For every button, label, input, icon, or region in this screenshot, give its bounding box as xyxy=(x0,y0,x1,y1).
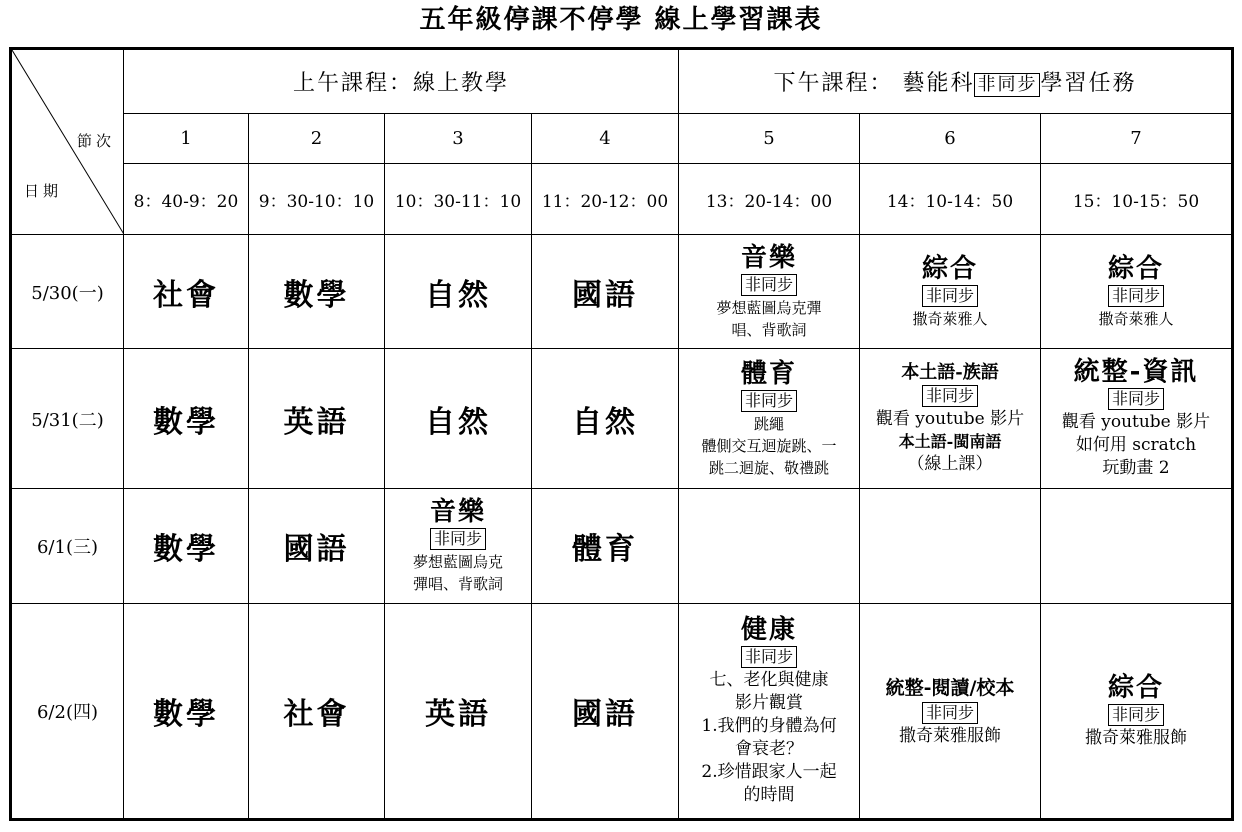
task-cell xyxy=(1041,235,1233,349)
task-note: 2.珍惜跟家人一起 xyxy=(701,762,837,782)
period-time: 14：10-14：50 xyxy=(860,164,1041,235)
subject-cell: 社會 xyxy=(249,604,385,820)
task-note: 撒奇萊雅人 xyxy=(912,309,988,328)
subject-cell: 自然 xyxy=(532,349,679,489)
task-subject: 綜合 xyxy=(921,253,978,284)
subject-cell: 英語 xyxy=(385,604,532,820)
empty-cell xyxy=(1041,489,1233,604)
async-tag: 非同步 xyxy=(741,274,797,296)
period-number: 3 xyxy=(385,114,532,164)
period-time: 11：20-12：00 xyxy=(532,164,679,235)
morning-header: 上午課程：線上教學 xyxy=(124,49,679,114)
subject-cell: 數學 xyxy=(249,235,385,349)
period-time: 13：20-14：00 xyxy=(679,164,860,235)
date-cell: 5/30(一) xyxy=(11,235,124,349)
schedule-table xyxy=(9,47,1234,821)
task-note: 的時間 xyxy=(743,785,795,805)
period-number: 6 xyxy=(860,114,1041,164)
task-cell xyxy=(679,235,860,349)
async-tag: 非同步 xyxy=(1108,285,1164,307)
subject-cell: 英語 xyxy=(249,349,385,489)
period-label: 節次 xyxy=(76,132,115,150)
period-number: 7 xyxy=(1041,114,1233,164)
task-note: 撒奇萊雅人 xyxy=(1098,309,1174,328)
subject-cell: 數學 xyxy=(124,349,249,489)
async-tag: 非同步 xyxy=(922,385,978,407)
task-note: 撒奇萊雅服飾 xyxy=(899,725,1001,746)
task-subject: 綜合 xyxy=(1107,253,1164,284)
subject-cell: 自然 xyxy=(385,235,532,349)
page-title: 五年級停課不停學 線上學習課表 xyxy=(419,5,823,35)
afternoon-suffix: 學習任務 xyxy=(1040,71,1137,96)
task-note: 如何用 scratch xyxy=(1075,435,1197,455)
task-subject: 統整-資訊 xyxy=(1073,357,1199,387)
period-number: 4 xyxy=(532,114,679,164)
task-note: 1.我們的身體為何 xyxy=(701,716,837,736)
subject-cell: 數學 xyxy=(124,489,249,604)
task-cell xyxy=(1041,604,1233,820)
task-cell xyxy=(679,604,860,820)
subject-cell: 社會 xyxy=(124,235,249,349)
empty-cell xyxy=(860,489,1041,604)
task-cell xyxy=(860,235,1041,349)
subject-cell: 國語 xyxy=(532,604,679,820)
task-cell xyxy=(679,349,860,489)
task-note: 跳二迴旋、敬禮跳 xyxy=(708,458,829,477)
task-note: 撒奇萊雅服飾 xyxy=(1085,727,1187,748)
period-number: 5 xyxy=(679,114,860,164)
task-note: 七、老化與健康 xyxy=(709,670,829,690)
task-subject: 本土語-族語 xyxy=(901,361,999,383)
task-cell xyxy=(385,489,532,604)
task-note: （線上課） xyxy=(907,453,993,474)
async-tag: 非同步 xyxy=(430,528,486,550)
task-note: 玩動畫 2 xyxy=(1102,458,1170,478)
afternoon-async-box: 非同步 xyxy=(974,73,1040,97)
async-tag: 非同步 xyxy=(922,702,978,724)
subject-cell: 國語 xyxy=(532,235,679,349)
task-subject: 體育 xyxy=(740,358,797,389)
task-subject: 音樂 xyxy=(429,497,486,527)
task-subject: 健康 xyxy=(740,615,797,645)
task-note: 會衰老？ xyxy=(735,739,803,759)
task-subject-secondary: 本土語-閩南語 xyxy=(898,431,1002,451)
task-subject: 綜合 xyxy=(1107,672,1164,703)
period-number: 1 xyxy=(124,114,249,164)
task-note: 體側交互迴旋跳、一 xyxy=(701,436,837,455)
task-subject: 音樂 xyxy=(740,242,797,273)
period-time: 10：30-11：10 xyxy=(385,164,532,235)
task-cell xyxy=(860,349,1041,489)
task-subject: 統整-閱讀/校本 xyxy=(885,676,1015,699)
period-time: 15：10-15：50 xyxy=(1041,164,1233,235)
async-tag: 非同步 xyxy=(1108,704,1164,726)
async-tag: 非同步 xyxy=(741,646,797,668)
empty-cell xyxy=(679,489,860,604)
subject-cell: 體育 xyxy=(532,489,679,604)
period-time: 8：40-9：20 xyxy=(124,164,249,235)
async-tag: 非同步 xyxy=(741,390,797,412)
afternoon-prefix: 下午課程： 藝能科 xyxy=(773,71,975,96)
date-cell: 5/31(二) xyxy=(11,349,124,489)
afternoon-header xyxy=(679,49,1233,114)
task-note: 夢想藍圖烏克 xyxy=(412,553,503,571)
task-note: 影片觀賞 xyxy=(735,693,803,713)
task-note: 觀看 youtube 影片 xyxy=(1061,412,1211,432)
subject-cell: 國語 xyxy=(249,489,385,604)
date-cell: 6/1(三) xyxy=(11,489,124,604)
task-note: 跳繩 xyxy=(753,414,784,433)
task-note: 夢想藍圖烏克彈 xyxy=(716,298,822,317)
async-tag: 非同步 xyxy=(922,285,978,307)
task-note: 彈唱、背歌詞 xyxy=(412,575,503,593)
period-time: 9：30-10：10 xyxy=(249,164,385,235)
async-tag: 非同步 xyxy=(1108,388,1164,410)
task-note: 唱、背歌詞 xyxy=(731,320,807,339)
task-cell xyxy=(1041,349,1233,489)
period-number: 2 xyxy=(249,114,385,164)
subject-cell: 數學 xyxy=(124,604,249,820)
task-cell xyxy=(860,604,1041,820)
header-corner-cell xyxy=(11,49,124,235)
task-note: 觀看 youtube 影片 xyxy=(875,408,1025,429)
subject-cell: 自然 xyxy=(385,349,532,489)
date-cell: 6/2(四) xyxy=(11,604,124,820)
date-label: 日期 xyxy=(24,182,63,200)
